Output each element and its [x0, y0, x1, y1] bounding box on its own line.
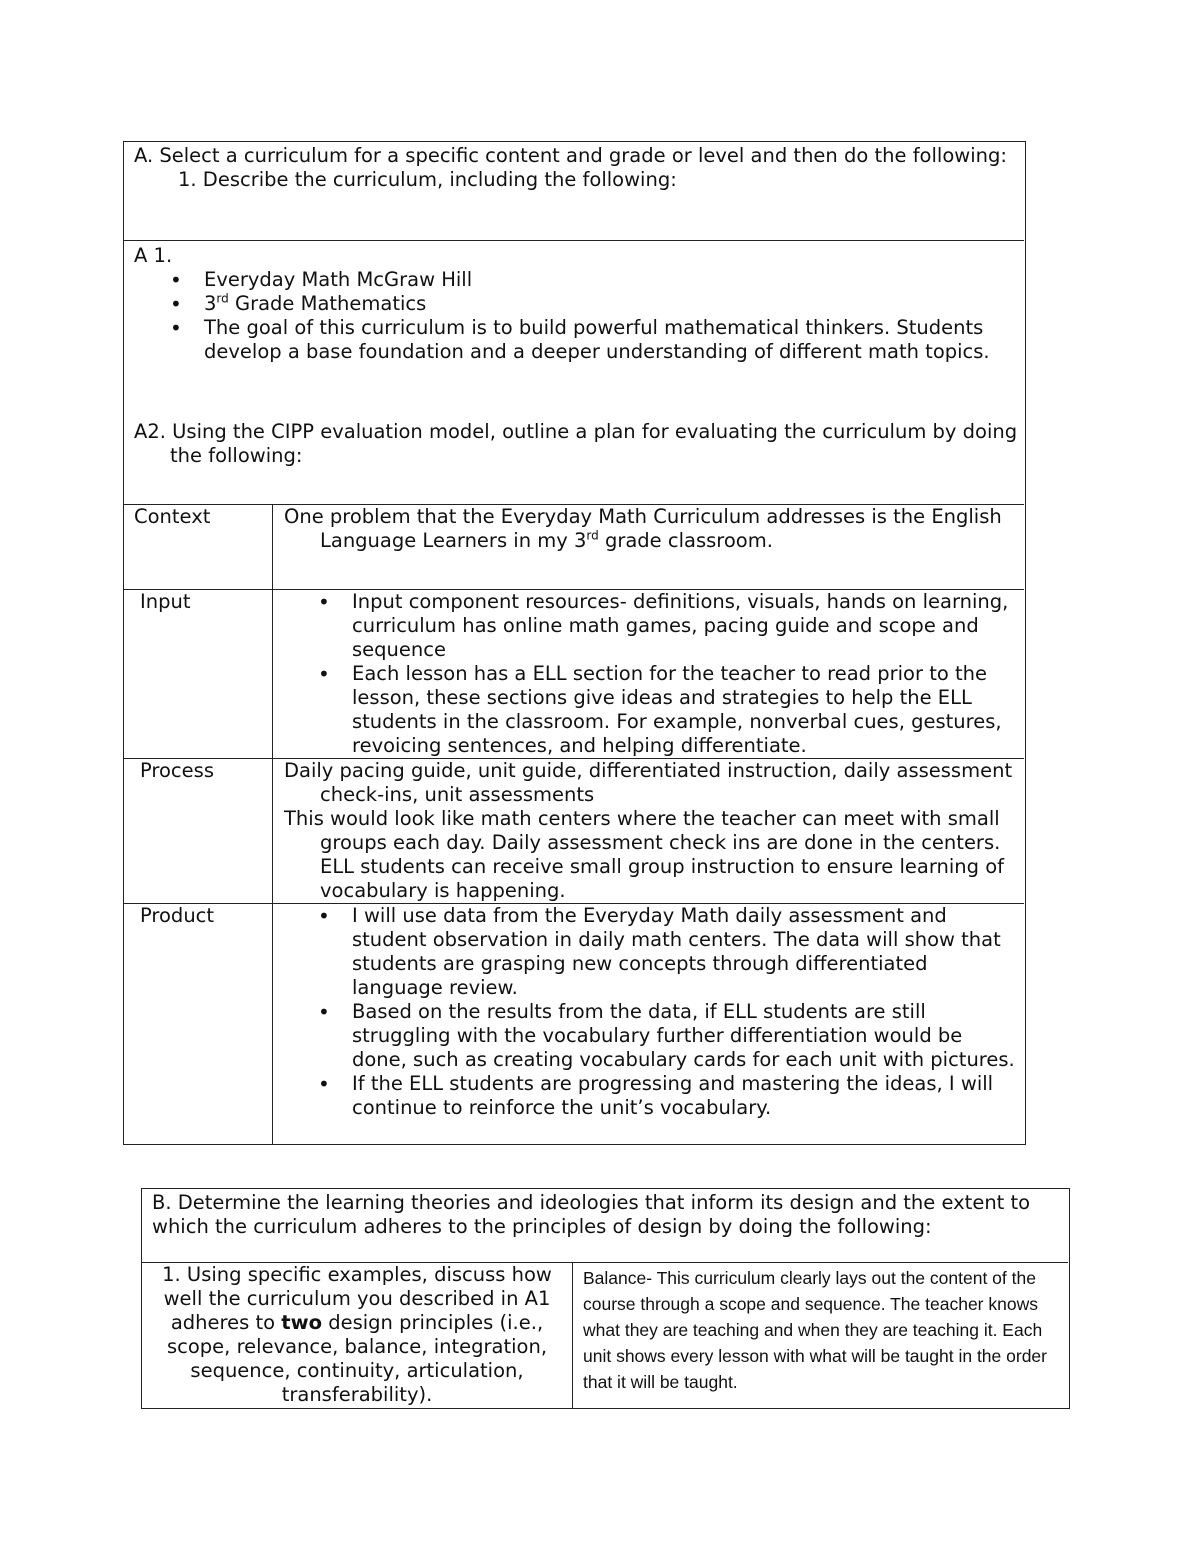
b1-question: 1. Using specific examples, discuss how well the curriculum you described in A1 adheres to two design principles (i.e., scope, relevance, balance, integration, sequence, continuity, articulation, transferability). [162, 1263, 552, 1406]
a1-cell [134, 244, 1014, 364]
prompt-a: A. Select a curriculum for a specific content and grade or level and then do the following: [134, 144, 1007, 167]
column-divider [572, 1262, 573, 1408]
section-b-header [152, 1191, 1057, 1239]
column-divider [272, 504, 273, 1144]
b1-answer: Balance- This curriculum clearly lays out the content of the course through a scope and sequence. The teacher knows what they are teaching and when they are teaching it. Each unit shows every lesson with what will be taught in the order that it will be taught. [583, 1268, 1047, 1392]
process-text [284, 759, 1019, 903]
a1-label: A 1. [134, 244, 173, 267]
input-label: Input [140, 590, 191, 613]
product-text [318, 904, 1023, 1120]
section-a-table [123, 141, 1026, 1145]
context-label: Context [134, 505, 211, 528]
product-bullet-differentiation: • Based on the results from the data, if ELL students are still struggling with the vocabulary further differentiation would be done, such as creating vocabulary cards for each unit with pictures. [318, 1000, 1023, 1072]
process-label: Process [140, 759, 214, 782]
a1-bullet-goal: • The goal of this curriculum is to build powerful mathematical thinkers. Students develop a base foundation and a deeper understanding of different math topics. [170, 316, 990, 364]
process-para-1: Daily pacing guide, unit guide, differentiated instruction, daily assessment check-ins, unit assessments [284, 759, 1013, 806]
section-b-table [141, 1188, 1070, 1409]
context-text: One problem that the Everyday Math Curriculum addresses is the English Language Learners in my 3rd grade classroom. [284, 505, 1002, 552]
input-bullet-resources: • Input component resources- definitions, visuals, hands on learning, curriculum has online math games, pacing guide and scope and sequence [318, 590, 1023, 662]
a1-bullet-publisher: • Everyday Math McGraw Hill [170, 268, 990, 292]
a1-bullet-grade: • 3rd Grade Mathematics [170, 292, 990, 316]
product-label: Product [140, 904, 215, 927]
input-text [318, 590, 1023, 758]
a2-cell [134, 420, 1019, 468]
a2-prompt: A2. Using the CIPP evaluation model, outline a plan for evaluating the curriculum by doing the following: [134, 420, 1018, 467]
product-bullet-data: • I will use data from the Everyday Math daily assessment and student observation in daily math centers. The data will show that students are grasping new concepts through differentiated language review. [318, 904, 1023, 1000]
emphasis-two: two [281, 1311, 322, 1334]
input-bullet-ell-section: • Each lesson has a ELL section for the teacher to read prior to the lesson, these sections give ideas and strategies to help the ELL students in the classroom. For example, nonverbal cues, gestures, revoicing sentences, and helping differentiate. [318, 662, 1023, 758]
process-para-2: This would look like math centers where the teacher can meet with small groups each day. Daily assessment check ins are done in the centers. ELL students can receive small group instruction to ensure learning of vocabulary is happening. [284, 807, 1005, 902]
b1-answer-cell [583, 1265, 1058, 1395]
b1-question-cell [148, 1263, 566, 1407]
prompt-b: B. Determine the learning theories and ideologies that inform its design and the extent to which the curriculum adheres to the principles of design by doing the following: [152, 1191, 1031, 1238]
product-bullet-reinforce: • If the ELL students are progressing and mastering the ideas, I will continue to reinforce the unit’s vocabulary. [318, 1072, 1023, 1120]
divider [124, 240, 1024, 241]
prompt-a-1: 1. Describe the curriculum, including the following: [178, 168, 677, 191]
section-a-header [134, 144, 1014, 192]
